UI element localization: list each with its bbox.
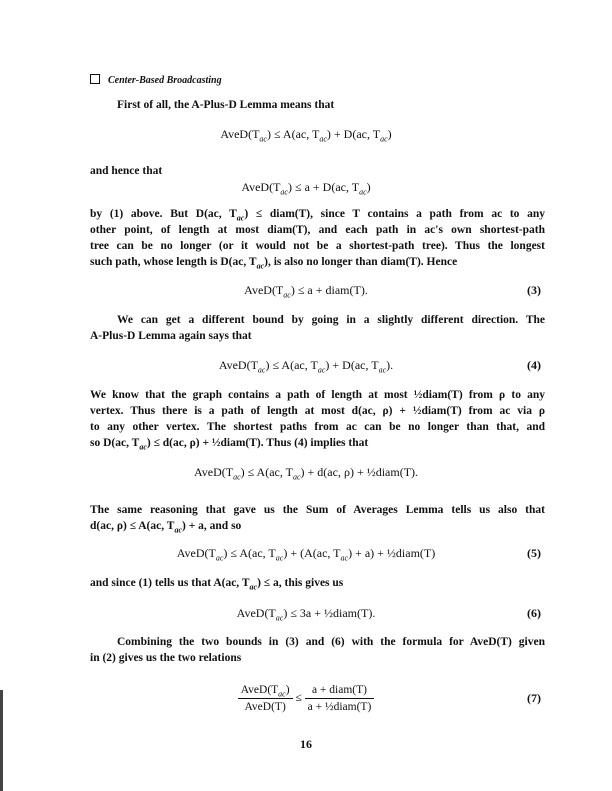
text-line: so D(ac, $T_{ac}) \le d(ac$, ρ) + ½diam(T). Thus (4) implies that (90, 437, 369, 452)
equation-3: $AveD(T_{ac}) \le a$ + diam(T). (244, 283, 368, 300)
equation-number: (5) (527, 546, 541, 560)
equation-number: (3) (527, 283, 541, 297)
text-line: and hence that (90, 165, 163, 177)
text-line: We know that the graph contains a path of length at most ½diam(T) from ρ to any (90, 389, 545, 401)
equation: $AveD(T_{ac}) \le A(ac$, $T_{ac}) + D(ac$, $T_{ac}$) (220, 127, 392, 144)
equation-number: (4) (527, 358, 541, 372)
denominator: a + ½diam(T) (307, 700, 372, 713)
text-line: and since (1) tells us that A(ac, $T_{ac}) \le a$, this gives us (90, 577, 344, 592)
text-line: First of all, the A-Plus-D Lemma means that (117, 99, 335, 111)
fraction-lhs (238, 682, 293, 715)
text-line: d(ac, ρ) ≤ A(ac, $T_{ac}) + a$, and so (90, 520, 242, 535)
fraction-rhs (305, 682, 375, 715)
equation: $AveD(T_{ac}) \le A(ac$, $T_{ac}) + d(ac$, ρ) + ½diam(T). (193, 465, 419, 482)
square-icon (90, 74, 100, 84)
text-line: to any other vertex. The shortest paths from ac can be no longer than that, and (90, 421, 545, 433)
text-line: vertex. Thus there is a path of length at most d(ac, ρ) + ½diam(T) from ac via ρ (90, 405, 545, 417)
equation-7 (120, 680, 492, 716)
text-line: such path, whose length is D(ac, $T_{ac}$), is also no longer than diam(T). Hence (90, 256, 458, 271)
equation-4: $AveD(T_{ac}) \le A(ac$, $T_{ac}) + D(ac$, $T_{ac}$). (218, 358, 394, 375)
text-line: A-Plus-D Lemma again says that (90, 330, 252, 342)
equation-6: $AveD(T_{ac}) \le 3a$ + ½diam(T). (236, 606, 376, 623)
text-line: Combining the two bounds in (3) and (6) with the formula for AveD(T) given (117, 636, 545, 648)
numerator: a + diam(T) (305, 682, 375, 699)
text-line: by (1) above. But D(ac, $T_{ac}$) ≤ diam(T), since T contains a path from ac to any (90, 208, 546, 223)
text-line: tree can be no longer (or it would not be a shortest-path tree). Thus the longest (90, 240, 545, 252)
text-line: We can get a different bound by going in a slightly different direction. The (117, 314, 545, 326)
denominator: AveD(T) (244, 700, 286, 713)
header-title: Center-Based Broadcasting (108, 75, 222, 86)
text-line: The same reasoning that gave us the Sum of Averages Lemma tells us also that (90, 504, 545, 516)
equation: $AveD(T_{ac}) \le a + D(ac$, $T_{ac}$) (241, 180, 371, 197)
text-line: other point, of length at most diam(T), and each path in ac's own shortest-path (90, 224, 545, 236)
equation-number: (6) (527, 606, 541, 620)
relation: ≤ (295, 692, 302, 704)
running-header (90, 74, 222, 87)
numerator: $AveD(T_{ac})$ (238, 682, 293, 699)
equation-number: (7) (527, 691, 541, 705)
text-line: in (2) gives us the two relations (90, 652, 242, 664)
equation-5: $AveD(T_{ac}) \le A(ac$, $T_{ac}) + (A(ac$, $T_{ac}) + a$) + ½diam(T) (176, 546, 436, 563)
page-number: 16 (300, 737, 312, 751)
